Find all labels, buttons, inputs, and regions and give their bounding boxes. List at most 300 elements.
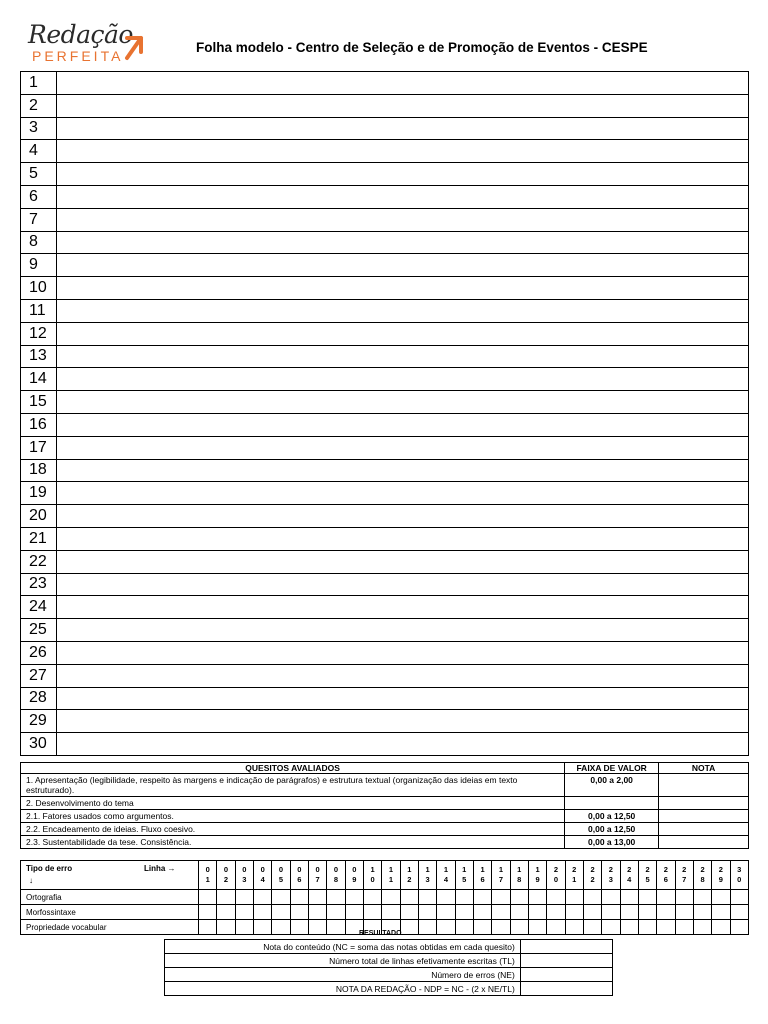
error-count-cell[interactable] [455, 905, 473, 920]
writing-space[interactable] [57, 391, 749, 414]
line-digit: 4 [443, 875, 449, 884]
line-digit: 0 [553, 875, 558, 884]
error-count-cell[interactable] [199, 920, 217, 935]
line-number: 26 [21, 641, 57, 664]
range-header: FAIXA DE VALOR [565, 763, 659, 774]
error-count-cell[interactable] [602, 920, 620, 935]
error-count-cell[interactable] [712, 905, 730, 920]
error-count-cell[interactable] [308, 905, 326, 920]
criteria-text: 2. Desenvolvimento do tema [21, 797, 565, 810]
writing-line-row [21, 459, 749, 482]
error-count-cell[interactable] [327, 905, 345, 920]
line-number: 6 [21, 185, 57, 208]
error-count-cell[interactable] [290, 890, 308, 905]
writing-space[interactable] [57, 322, 749, 345]
error-count-cell[interactable] [602, 905, 620, 920]
line-number-header [418, 861, 436, 890]
grade-cell[interactable] [659, 774, 749, 797]
writing-space[interactable] [57, 664, 749, 687]
writing-space[interactable] [57, 140, 749, 163]
line-digit: 1 [443, 865, 449, 874]
writing-space[interactable] [57, 527, 749, 550]
result-label-cell: Número de erros (NE) [165, 968, 521, 982]
error-count-cell[interactable] [217, 920, 235, 935]
line-number: 11 [21, 299, 57, 322]
error-type-label: Tipo de erro [26, 864, 73, 873]
line-digit: 1 [407, 865, 412, 874]
result-label-cell: Nota do conteúdo (NC = soma das notas obtidas em cada quesito) [165, 940, 521, 954]
line-digit: 2 [590, 875, 595, 884]
error-count-cell[interactable] [473, 890, 491, 905]
error-count-cell[interactable] [547, 905, 565, 920]
error-count-cell[interactable] [657, 890, 675, 905]
error-count-cell[interactable] [290, 905, 308, 920]
result-label: RESULTADO [359, 930, 402, 937]
error-count-cell[interactable] [253, 890, 271, 905]
line-digit: 4 [627, 875, 632, 884]
error-count-cell[interactable] [308, 890, 326, 905]
line-digit: 1 [498, 865, 503, 874]
criteria-row [21, 836, 749, 849]
line-number: 8 [21, 231, 57, 254]
error-count-cell[interactable] [437, 905, 455, 920]
result-row [165, 968, 613, 982]
arrow-down-icon: ↓ [29, 876, 33, 885]
writing-line-row [21, 619, 749, 642]
error-count-cell[interactable] [620, 905, 638, 920]
error-type-name: Ortografia [21, 890, 199, 905]
error-type-name: Propriedade vocabular [21, 920, 199, 935]
writing-line-row [21, 368, 749, 391]
line-number: 24 [21, 596, 57, 619]
writing-space[interactable] [57, 459, 749, 482]
range-value: 0,00 a 13,00 [565, 836, 659, 849]
line-number-header [620, 861, 638, 890]
error-count-cell[interactable] [235, 920, 253, 935]
line-digit: 5 [278, 875, 284, 884]
error-count-cell[interactable] [272, 890, 290, 905]
writing-space[interactable] [57, 299, 749, 322]
error-count-cell[interactable] [565, 890, 583, 905]
error-type-header [21, 861, 199, 890]
writing-space[interactable] [57, 208, 749, 231]
line-number: 16 [21, 413, 57, 436]
error-count-cell[interactable] [730, 920, 748, 935]
line-digit: 0 [205, 865, 210, 874]
result-value-cell[interactable] [520, 954, 612, 968]
error-count-cell[interactable] [272, 905, 290, 920]
writing-line-row [21, 277, 749, 300]
error-count-cell[interactable] [253, 905, 271, 920]
writing-space[interactable] [57, 710, 749, 733]
line-number-header [675, 861, 693, 890]
range-value: 0,00 a 12,50 [565, 810, 659, 823]
writing-space[interactable] [57, 231, 749, 254]
error-count-cell[interactable] [547, 920, 565, 935]
grade-cell[interactable] [659, 797, 749, 810]
error-count-cell[interactable] [547, 890, 565, 905]
writing-line-row [21, 254, 749, 277]
writing-line-row [21, 163, 749, 186]
result-value-cell[interactable] [520, 940, 612, 954]
criteria-header-row [21, 763, 749, 774]
line-number-header [657, 861, 675, 890]
error-count-cell[interactable] [418, 890, 436, 905]
writing-space[interactable] [57, 94, 749, 117]
error-count-cell[interactable] [565, 920, 583, 935]
error-count-cell[interactable] [565, 905, 583, 920]
error-count-cell[interactable] [455, 890, 473, 905]
line-number-header [510, 861, 528, 890]
result-value-cell[interactable] [520, 982, 612, 996]
line-number: 9 [21, 254, 57, 277]
writing-line-row [21, 208, 749, 231]
error-count-cell[interactable] [657, 905, 675, 920]
error-count-cell[interactable] [345, 905, 363, 920]
line-number: 5 [21, 163, 57, 186]
writing-space[interactable] [57, 163, 749, 186]
error-count-cell[interactable] [638, 920, 656, 935]
error-count-cell[interactable] [583, 905, 601, 920]
error-count-cell[interactable] [455, 920, 473, 935]
error-count-cell[interactable] [492, 920, 510, 935]
line-number: 18 [21, 459, 57, 482]
criteria-table [20, 762, 749, 849]
line-digit: 6 [663, 875, 668, 884]
result-row [165, 954, 613, 968]
error-count-cell[interactable] [253, 920, 271, 935]
error-count-cell[interactable] [492, 905, 510, 920]
writing-space[interactable] [57, 345, 749, 368]
line-number: 25 [21, 619, 57, 642]
line-digit: 6 [480, 875, 485, 884]
error-count-cell[interactable] [400, 905, 418, 920]
line-number: 30 [21, 733, 57, 756]
line-digit: 0 [242, 865, 247, 874]
arrow-logo-icon [123, 34, 147, 62]
error-count-cell[interactable] [235, 890, 253, 905]
writing-lines-table [20, 71, 749, 756]
error-type-name: Morfossintaxe [21, 905, 199, 920]
error-count-cell[interactable] [382, 890, 400, 905]
line-number: 27 [21, 664, 57, 687]
error-count-cell[interactable] [693, 890, 711, 905]
line-digit: 1 [572, 875, 577, 884]
criteria-text: 2.3. Sustentabilidade da tese. Consistência. [21, 836, 565, 849]
criteria-row [21, 774, 749, 797]
writing-line-row [21, 72, 749, 95]
writing-line-row [21, 231, 749, 254]
line-number-header [290, 861, 308, 890]
line-number-header [730, 861, 748, 890]
line-number-header [565, 861, 583, 890]
line-number-header [363, 861, 381, 890]
line-number: 2 [21, 94, 57, 117]
line-digit: 0 [370, 875, 375, 884]
criteria-text: 2.1. Fatores usados como argumentos. [21, 810, 565, 823]
writing-space[interactable] [57, 596, 749, 619]
line-digit: 4 [260, 875, 265, 884]
error-count-cell[interactable] [712, 890, 730, 905]
error-count-cell[interactable] [473, 920, 491, 935]
writing-line-row [21, 482, 749, 505]
error-count-cell[interactable] [437, 920, 455, 935]
line-digit: 1 [205, 875, 210, 884]
error-type-row [21, 905, 749, 920]
error-count-cell[interactable] [400, 920, 418, 935]
line-number-header [400, 861, 418, 890]
line-digit: 0 [737, 875, 742, 884]
writing-line-row [21, 710, 749, 733]
writing-space[interactable] [57, 641, 749, 664]
line-digit: 8 [700, 875, 705, 884]
line-number-header [217, 861, 235, 890]
line-number: 10 [21, 277, 57, 300]
line-digit: 1 [535, 865, 540, 874]
grade-cell[interactable] [659, 836, 749, 849]
writing-space[interactable] [57, 505, 749, 528]
line-digit: 9 [535, 875, 540, 884]
line-digit: 0 [260, 865, 265, 874]
writing-space[interactable] [57, 733, 749, 756]
writing-line-row [21, 94, 749, 117]
error-count-cell[interactable] [638, 890, 656, 905]
line-digit: 2 [590, 865, 595, 874]
line-digit: 2 [663, 865, 668, 874]
writing-space[interactable] [57, 573, 749, 596]
document-title: Folha modelo - Centro de Seleção e de Promoção de Eventos - CESPE [196, 40, 648, 55]
writing-space[interactable] [57, 619, 749, 642]
writing-line-row [21, 550, 749, 573]
error-count-cell[interactable] [602, 890, 620, 905]
writing-space[interactable] [57, 482, 749, 505]
line-number: 14 [21, 368, 57, 391]
line-digit: 0 [297, 865, 302, 874]
error-count-cell[interactable] [693, 905, 711, 920]
line-number-header [308, 861, 326, 890]
line-digit: 2 [407, 875, 412, 884]
line-number: 7 [21, 208, 57, 231]
writing-line-row [21, 687, 749, 710]
line-number-header [382, 861, 400, 890]
error-type-row [21, 890, 749, 905]
writing-space[interactable] [57, 72, 749, 95]
error-count-cell[interactable] [272, 920, 290, 935]
line-number: 15 [21, 391, 57, 414]
line-digit: 1 [425, 865, 430, 874]
line-digit: 2 [682, 865, 687, 874]
writing-line-row [21, 345, 749, 368]
writing-space[interactable] [57, 550, 749, 573]
error-count-cell[interactable] [730, 890, 748, 905]
error-count-cell[interactable] [199, 905, 217, 920]
line-number: 3 [21, 117, 57, 140]
line-number-header [455, 861, 473, 890]
range-value: 0,00 a 12,50 [565, 823, 659, 836]
line-number-header [327, 861, 345, 890]
writing-line-row [21, 664, 749, 687]
writing-space[interactable] [57, 185, 749, 208]
result-label-cell: Número total de linhas efetivamente escritas (TL) [165, 954, 521, 968]
criteria-header: QUESITOS AVALIADOS [21, 763, 565, 774]
error-count-cell[interactable] [693, 920, 711, 935]
range-value [565, 797, 659, 810]
line-digit: 8 [333, 875, 339, 884]
error-count-cell[interactable] [345, 890, 363, 905]
grade-cell[interactable] [659, 823, 749, 836]
error-count-cell[interactable] [583, 890, 601, 905]
error-count-cell[interactable] [382, 905, 400, 920]
error-count-cell[interactable] [620, 890, 638, 905]
line-number: 19 [21, 482, 57, 505]
error-count-cell[interactable] [290, 920, 308, 935]
result-row [165, 940, 613, 954]
writing-space[interactable] [57, 254, 749, 277]
error-count-cell[interactable] [473, 905, 491, 920]
result-value-cell[interactable] [520, 968, 612, 982]
line-digit: 0 [223, 865, 229, 874]
error-count-cell[interactable] [510, 920, 528, 935]
line-number-header [602, 861, 620, 890]
error-count-cell[interactable] [675, 890, 693, 905]
criteria-text: 2.2. Encadeamento de ideias. Fluxo coesivo. [21, 823, 565, 836]
error-count-cell[interactable] [528, 920, 546, 935]
criteria-text: 1. Apresentação (legibilidade, respeito às margens e indicação de parágrafos) e estrutura textual (organização das ideias em texto estruturado). [21, 774, 565, 797]
writing-space[interactable] [57, 368, 749, 391]
line-number-header [253, 861, 271, 890]
line-digit: 1 [388, 865, 394, 874]
errors-table [20, 860, 749, 935]
logo-sub-text: PERFEITA [32, 48, 124, 64]
line-number-header [693, 861, 711, 890]
error-count-cell[interactable] [327, 920, 345, 935]
logo [28, 20, 178, 66]
writing-line-row [21, 299, 749, 322]
writing-line-row [21, 505, 749, 528]
error-count-cell[interactable] [199, 890, 217, 905]
line-number: 4 [21, 140, 57, 163]
grade-header: NOTA [659, 763, 749, 774]
line-digit: 3 [425, 875, 430, 884]
error-count-cell[interactable] [418, 920, 436, 935]
writing-space[interactable] [57, 413, 749, 436]
error-count-cell[interactable] [308, 920, 326, 935]
line-digit: 2 [627, 865, 632, 874]
criteria-row [21, 810, 749, 823]
error-count-cell[interactable] [363, 905, 381, 920]
error-count-cell[interactable] [583, 920, 601, 935]
line-number-header [473, 861, 491, 890]
error-count-cell[interactable] [675, 905, 693, 920]
line-digit: 5 [645, 875, 650, 884]
line-number: 13 [21, 345, 57, 368]
error-count-cell[interactable] [327, 890, 345, 905]
line-digit: 7 [682, 875, 687, 884]
line-digit: 1 [517, 865, 522, 874]
result-label-cell: NOTA DA REDAÇÃO - NDP = NC - (2 x NE/TL) [165, 982, 521, 996]
writing-line-row [21, 733, 749, 756]
writing-line-row [21, 641, 749, 664]
error-count-cell[interactable] [235, 905, 253, 920]
criteria-row [21, 823, 749, 836]
error-count-cell[interactable] [730, 905, 748, 920]
line-number-header [272, 861, 290, 890]
line-digit: 6 [297, 875, 302, 884]
line-digit: 3 [737, 865, 742, 874]
error-count-cell[interactable] [675, 920, 693, 935]
line-number: 23 [21, 573, 57, 596]
line-digit: 3 [242, 875, 247, 884]
error-count-cell[interactable] [528, 905, 546, 920]
writing-line-row [21, 527, 749, 550]
line-digit: 1 [388, 875, 394, 884]
writing-line-row [21, 185, 749, 208]
line-digit: 0 [333, 865, 339, 874]
error-count-cell[interactable] [528, 890, 546, 905]
logo-script-text: Redação [28, 20, 133, 49]
line-digit: 1 [480, 865, 485, 874]
error-count-cell[interactable] [620, 920, 638, 935]
line-number-header [199, 861, 217, 890]
line-number-header [437, 861, 455, 890]
writing-line-row [21, 322, 749, 345]
error-count-cell[interactable] [510, 890, 528, 905]
line-number-header [235, 861, 253, 890]
line-digit: 5 [462, 875, 467, 884]
line-digit: 0 [352, 865, 357, 874]
error-count-cell[interactable] [400, 890, 418, 905]
error-count-cell[interactable] [657, 920, 675, 935]
line-number: 21 [21, 527, 57, 550]
line-digit: 9 [718, 875, 723, 884]
writing-space[interactable] [57, 687, 749, 710]
error-count-cell[interactable] [437, 890, 455, 905]
error-count-cell[interactable] [363, 890, 381, 905]
error-count-cell[interactable] [638, 905, 656, 920]
error-count-cell[interactable] [418, 905, 436, 920]
line-number-header [492, 861, 510, 890]
writing-line-row [21, 413, 749, 436]
result-row [165, 982, 613, 996]
writing-space[interactable] [57, 277, 749, 300]
line-number: 29 [21, 710, 57, 733]
line-digit: 2 [553, 865, 558, 874]
line-number-header [528, 861, 546, 890]
error-count-cell[interactable] [492, 890, 510, 905]
error-count-cell[interactable] [217, 890, 235, 905]
writing-line-row [21, 391, 749, 414]
line-number-header [345, 861, 363, 890]
writing-line-row [21, 117, 749, 140]
writing-line-row [21, 436, 749, 459]
grade-cell[interactable] [659, 810, 749, 823]
line-number-header [583, 861, 601, 890]
criteria-row [21, 797, 749, 810]
writing-space[interactable] [57, 436, 749, 459]
error-count-cell[interactable] [712, 920, 730, 935]
line-digit: 1 [462, 865, 467, 874]
line-digit: 2 [223, 875, 229, 884]
line-digit: 2 [700, 865, 705, 874]
line-digit: 2 [572, 865, 577, 874]
error-count-cell[interactable] [217, 905, 235, 920]
line-digit: 7 [315, 875, 320, 884]
writing-space[interactable] [57, 117, 749, 140]
line-number-header [547, 861, 565, 890]
error-count-cell[interactable] [510, 905, 528, 920]
result-table [164, 939, 613, 996]
line-number: 1 [21, 72, 57, 95]
